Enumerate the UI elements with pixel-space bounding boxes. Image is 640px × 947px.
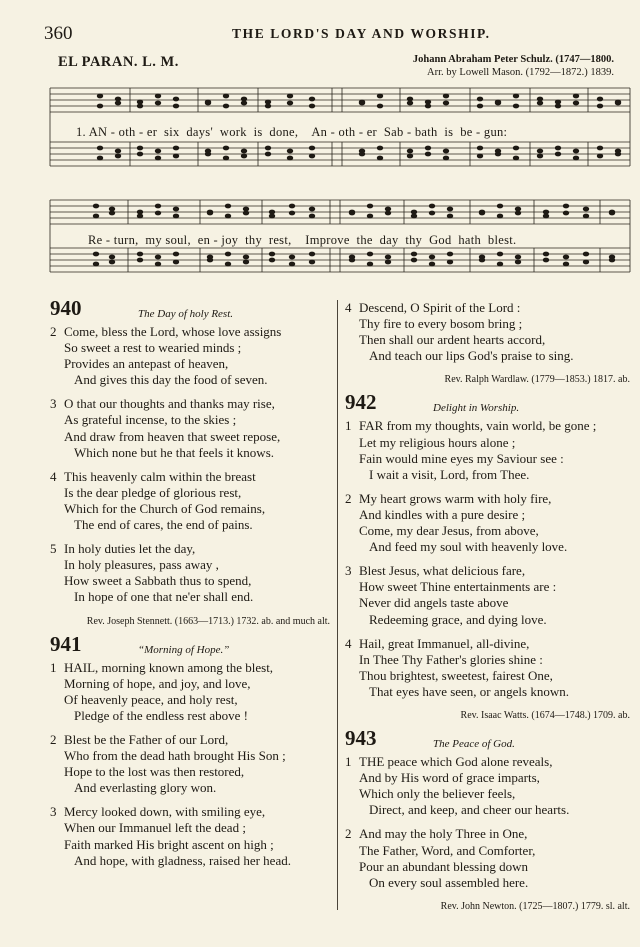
stanza-number: 3 <box>50 396 57 412</box>
verse-line <box>46 780 336 796</box>
verse-text: That eyes have seen, or angels known. <box>369 683 569 699</box>
stanza <box>46 396 336 460</box>
verse-line <box>46 501 336 517</box>
verse-text: Fain would mine eyes my Saviour see : <box>359 450 564 466</box>
verse-line <box>46 356 336 372</box>
verse-line <box>341 843 636 859</box>
right-column <box>341 300 636 921</box>
hymn-number: 940 <box>50 296 82 320</box>
verse-text: THE peace which God alone reveals, <box>359 754 553 770</box>
verse-line <box>341 491 636 507</box>
verse-line <box>341 467 636 483</box>
verse-text: And everlasting glory won. <box>74 780 217 796</box>
verse-line <box>341 316 636 332</box>
verse-text: How sweet Thine entertainments are : <box>359 579 557 595</box>
verse-text: HAIL, morning known among the blest, <box>64 659 274 675</box>
arranger-credit: Arr. by Lowell Mason. (1792—1872.) 1839. <box>427 67 614 78</box>
verse-text: Which for the Church of God remains, <box>64 500 266 516</box>
hymn-block <box>341 300 636 388</box>
hymn-header <box>341 390 636 416</box>
verse-text: Blest be the Father of our Lord, <box>64 731 229 747</box>
stanza <box>341 491 636 555</box>
composer-credit: Johann Abraham Peter Schulz. (1747—1800. <box>412 54 614 65</box>
verse-text: And teach our lips God's praise to sing. <box>369 348 574 364</box>
verse-line <box>341 652 636 668</box>
hymn-block <box>46 631 336 869</box>
running-title: THE LORD'S DAY AND WORSHIP. <box>232 26 491 41</box>
verse-line <box>341 563 636 579</box>
stanza-number: 2 <box>345 826 352 842</box>
verse-text: Provides an antepast of heaven, <box>64 356 229 372</box>
verse-line <box>46 429 336 445</box>
verse-line <box>46 557 336 573</box>
attribution: Rev. Ralph Wardlaw. (1779—1853.) 1817. ab. <box>444 374 630 386</box>
verse-line <box>341 875 636 891</box>
music-score <box>0 82 640 292</box>
verse-line <box>341 300 636 316</box>
stanza-number: 1 <box>50 659 57 675</box>
verse-line <box>46 837 336 853</box>
verse-text: Blest Jesus, what delicious fare, <box>359 563 526 579</box>
verse-line <box>341 523 636 539</box>
hymn-block <box>341 726 636 915</box>
stanza <box>341 754 636 818</box>
verse-text: And may the holy Three in One, <box>359 826 528 842</box>
stanza-number: 4 <box>50 468 57 484</box>
verse-text: And hope, with gladness, raised her head. <box>74 852 291 868</box>
verse-line <box>46 589 336 605</box>
verse-text: FAR from my thoughts, vain world, be gone ; <box>359 418 597 434</box>
verse-text: My heart grows warm with holy fire, <box>359 490 552 506</box>
attribution: Rev. John Newton. (1725—1807.) 1779. sl. alt. <box>440 900 630 912</box>
verse-line <box>341 859 636 875</box>
verse-line <box>46 340 336 356</box>
verse-line <box>341 826 636 842</box>
stanza-number: 5 <box>50 541 57 557</box>
hymn-title: The Day of holy Rest. <box>138 308 234 320</box>
stanza <box>341 826 636 890</box>
verse-text: In holy pleasures, pass away , <box>64 557 219 573</box>
verse-line <box>341 348 636 364</box>
verse-line <box>341 418 636 434</box>
verse-text: Never did angels taste above <box>359 595 509 611</box>
verse-line <box>341 539 636 555</box>
page-number: 360 <box>44 23 73 44</box>
verse-text: Hail, great Immanuel, all-divine, <box>359 635 530 651</box>
hymn-header <box>46 631 336 658</box>
verse-line <box>341 684 636 700</box>
stanza <box>46 541 336 605</box>
stanza <box>46 324 336 388</box>
verse-text: In Thee Thy Father's glories shine : <box>359 651 543 667</box>
tune-credit <box>413 53 614 79</box>
verse-text: The Father, Word, and Comforter, <box>359 842 536 858</box>
verse-line <box>341 802 636 818</box>
verse-text: Pour an abundant blessing down <box>359 858 528 874</box>
verse-text: Thou brightest, sweetest, fairest One, <box>359 667 553 683</box>
hymn-title: The Peace of God. <box>433 738 515 751</box>
verse-text: Is the dear pledge of glorious rest, <box>64 484 242 500</box>
stanza <box>46 804 336 868</box>
stanza-number: 3 <box>50 804 57 820</box>
verse-text: Faith marked His bright ascent on high ; <box>64 836 274 852</box>
hymn-number: 941 <box>50 631 82 656</box>
verse-text: How sweet a Sabbath thus to spend, <box>64 573 252 589</box>
column-divider <box>337 300 338 910</box>
verse-text: Which only the believer feels, <box>359 786 516 802</box>
verse-line <box>341 332 636 348</box>
stanza-number: 4 <box>345 635 352 651</box>
verse-line <box>341 507 636 523</box>
verse-text: Direct, and keep, and cheer our hearts. <box>369 802 570 818</box>
verse-text: As grateful incense, to the skies ; <box>64 412 237 428</box>
verse-line <box>46 676 336 692</box>
verse-text: Hope to the lost was then restored, <box>64 764 245 780</box>
verse-text: O that our thoughts and thanks may rise, <box>64 396 275 412</box>
stanza <box>341 300 636 364</box>
left-column <box>46 296 336 877</box>
verse-text: Who from the dead hath brought His Son ; <box>64 748 286 764</box>
verse-line <box>46 748 336 764</box>
verse-line <box>341 770 636 786</box>
verse-text: Redeeming grace, and dying love. <box>369 611 547 627</box>
verse-text: Which none but he that feels it knows. <box>74 444 275 460</box>
lyrics-line-1: 1. AN - oth - er six days' work is done, An - oth - er Sab - bath is be - gun: <box>76 125 508 139</box>
verse-text: And feed my soul with heavenly love. <box>369 539 568 555</box>
verse-text: And kindles with a pure desire ; <box>359 506 526 522</box>
verse-text: And by His word of grace imparts, <box>359 770 540 786</box>
tune-name: EL PARAN. L. M. <box>58 54 179 70</box>
verse-line <box>46 485 336 501</box>
verse-text: This heavenly calm within the breast <box>64 468 256 484</box>
verse-line <box>341 595 636 611</box>
verse-line <box>46 396 336 412</box>
verse-line <box>341 435 636 451</box>
lyrics-line-2: Re - turn, my soul, en - joy thy rest, Improve the day thy God hath blest. <box>88 233 517 247</box>
verse-line <box>46 412 336 428</box>
hymn-header <box>341 726 636 752</box>
verse-text: I wait a visit, Lord, from Thee. <box>369 466 530 482</box>
hymn-block <box>46 296 336 630</box>
attribution: Rev. Isaac Watts. (1674—1748.) 1709. ab. <box>460 709 630 721</box>
verse-line <box>46 573 336 589</box>
stanza <box>341 563 636 627</box>
verse-text: Mercy looked down, with smiling eye, <box>64 804 266 820</box>
verse-line <box>46 541 336 557</box>
hymn-number: 943 <box>345 726 377 751</box>
stanza-number: 4 <box>345 300 352 315</box>
verse-text: Come, my dear Jesus, from above, <box>359 523 539 539</box>
verse-line <box>341 579 636 595</box>
stanza-number: 2 <box>50 324 57 339</box>
verse-line <box>46 732 336 748</box>
verse-text: When our Immanuel left the dead ; <box>64 820 246 836</box>
verse-line <box>46 324 336 340</box>
verse-text: Come, bless the Lord, whose love assigns <box>64 324 282 339</box>
stanza-number: 1 <box>345 754 352 770</box>
verse-line <box>46 820 336 836</box>
verse-text: And gives this day the food of seven. <box>74 372 268 388</box>
verse-line <box>46 692 336 708</box>
verse-line <box>341 668 636 684</box>
verse-line <box>341 612 636 628</box>
verse-line <box>46 804 336 820</box>
verse-line <box>46 469 336 485</box>
verse-text: Thy fire to every bosom bring ; <box>359 316 523 332</box>
verse-line <box>341 451 636 467</box>
verse-text: Let my religious hours alone ; <box>359 434 516 450</box>
verse-line <box>46 708 336 724</box>
hymn-block <box>341 390 636 724</box>
stanza <box>341 636 636 700</box>
verse-text: In holy duties let the day, <box>64 541 196 557</box>
verse-text: Of heavenly peace, and holy rest, <box>64 691 238 707</box>
verse-text: Descend, O Spirit of the Lord : <box>359 300 521 315</box>
verse-text: The end of cares, the end of pains. <box>74 517 253 533</box>
stanza-number: 3 <box>345 563 352 579</box>
verse-line <box>46 517 336 533</box>
verse-text: Pledge of the endless rest above ! <box>74 707 249 723</box>
stanza <box>341 418 636 482</box>
verse-text: Morning of hope, and joy, and love, <box>64 675 251 691</box>
verse-text: In hope of one that ne'er shall end. <box>74 589 254 605</box>
stanza <box>46 469 336 533</box>
stanza-number: 2 <box>50 731 57 747</box>
hymn-number: 942 <box>345 390 377 415</box>
hymn-title: Delight in Worship. <box>433 402 520 415</box>
verse-line <box>46 660 336 676</box>
verse-line <box>46 764 336 780</box>
verse-line <box>341 636 636 652</box>
verse-line <box>46 372 336 388</box>
verse-line <box>46 853 336 869</box>
stanza-number: 2 <box>345 490 352 506</box>
stanza <box>46 660 336 724</box>
verse-text: So sweet a rest to wearied minds ; <box>64 340 242 356</box>
verse-line <box>341 754 636 770</box>
verse-line <box>341 786 636 802</box>
verse-line <box>46 445 336 461</box>
attribution: Rev. Joseph Stennett. (1663—1713.) 1732. ab. and much alt. <box>86 615 330 627</box>
hymn-title: “Morning of Hope.” <box>138 643 230 656</box>
verse-text: And draw from heaven that sweet repose, <box>64 428 281 444</box>
page-header <box>0 23 640 43</box>
stanza <box>46 732 336 796</box>
verse-text: On every soul assembled here. <box>369 874 529 890</box>
hymn-header <box>46 296 336 322</box>
verse-text: Then shall our ardent hearts accord, <box>359 332 546 348</box>
stanza-number: 1 <box>345 418 352 434</box>
